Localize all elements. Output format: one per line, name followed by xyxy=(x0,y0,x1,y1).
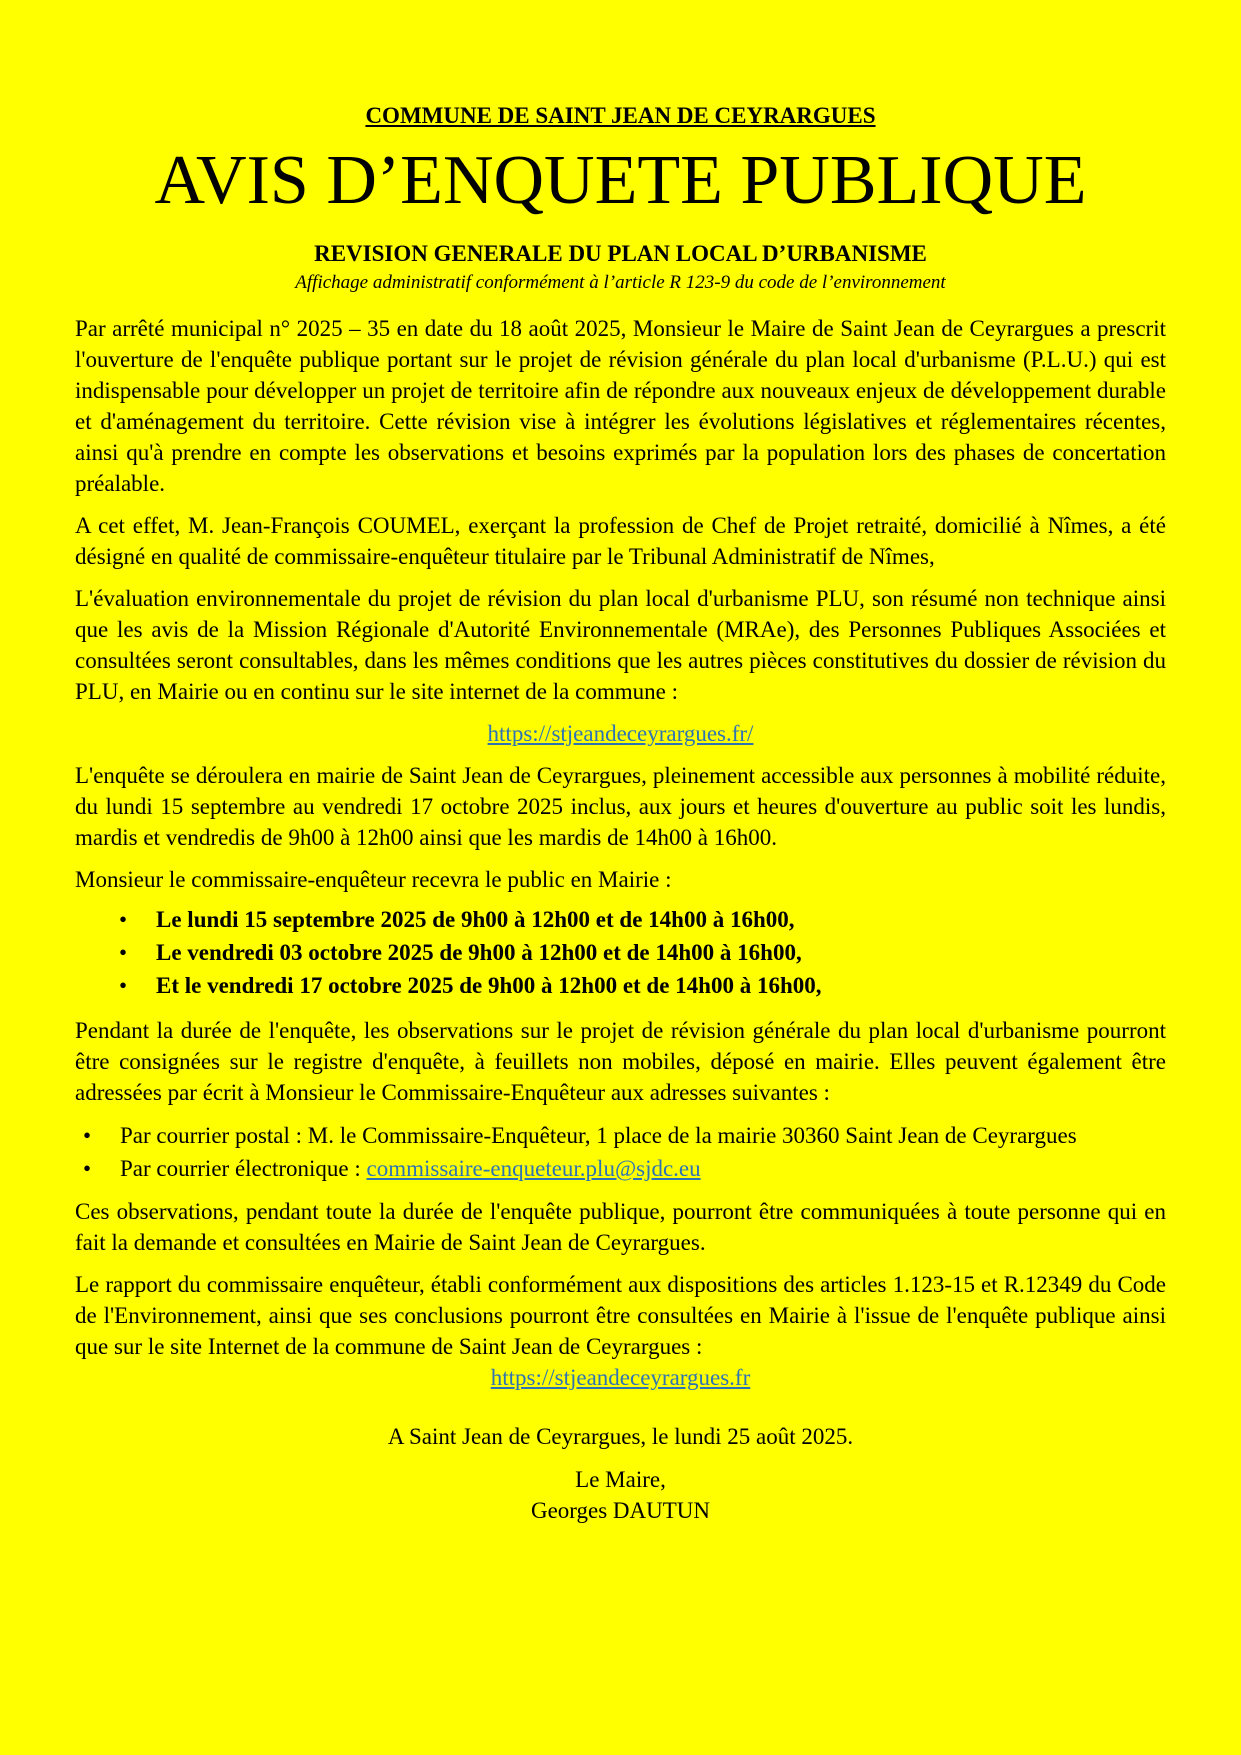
list-item xyxy=(75,969,1166,1002)
website-link-row xyxy=(75,718,1166,749)
list-item xyxy=(75,1152,1166,1185)
bullet-icon: • xyxy=(83,1123,92,1148)
paragraph-arrete: Par arrêté municipal n° 2025 – 35 en date du 18 août 2025, Monsieur le Maire de Saint Jean de Ceyrargues a prescrit l'ouverture de l'enquête publique portant sur le projet de révision générale du plan local d'urbanisme (P.L.U.) qui est indispensable pour développer un projet de territoire afin de répondre aux nouveaux enjeux de développement durable et d'aménagement du territoire. Cette révision vise à intégrer les évolutions législatives et réglementaires récentes, ainsi qu'à prendre en compte les observations et besoins exprimés par la population lors des phases de concertation préalable. xyxy=(75,316,1166,496)
signatory-role: Le Maire, xyxy=(575,1467,666,1492)
email-label: Par courrier électronique : xyxy=(120,1156,367,1181)
postal-address: Par courrier postal : M. le Commissaire-Enquêteur, 1 place de la mairie 30360 Saint Jean de Ceyrargues xyxy=(120,1123,1077,1148)
paragraph-communication: Ces observations, pendant toute la durée de l'enquête publique, pourront être communiquées à toute personne qui en fait la demande et consultées en Mairie de Saint Jean de Ceyrargues. xyxy=(75,1199,1166,1255)
list-item xyxy=(75,1119,1166,1152)
list-item xyxy=(75,936,1166,969)
paragraph-deroulement: L'enquête se déroulera en mairie de Saint Jean de Ceyrargues, pleinement accessible aux personnes à mobilité réduite, du lundi 15 septembre au vendredi 17 octobre 2025 inclus, aux jours et heures d'ouverture au public soit les lundis, mardis et vendredis de 9h00 à 12h00 ainsi que les mardis de 14h00 à 16h00. xyxy=(75,763,1166,850)
bullet-icon: • xyxy=(119,973,128,998)
paragraph-commissaire: A cet effet, M. Jean-François COUMEL, exerçant la profession de Chef de Projet retraité, domicilié à Nîmes, a été désigné en qualité de commissaire-enquêteur titulaire par le Tribunal Administratif de Nîmes, xyxy=(75,513,1166,569)
bullet-icon: • xyxy=(119,940,128,965)
website-link-2[interactable]: https://stjeandeceyrargues.fr xyxy=(490,1365,751,1390)
legal-note: Affichage administratif conformément à l’article R 123-9 du code de l’environnement xyxy=(295,272,946,293)
website-link-row-2 xyxy=(75,1362,1166,1393)
page-title: AVIS D’ENQUETE PUBLIQUE xyxy=(154,142,1087,219)
date-place: A Saint Jean de Ceyrargues, le lundi 25 août 2025. xyxy=(387,1424,854,1449)
paragraph-rapport: Le rapport du commissaire enquêteur, établi conformément aux dispositions des articles 1.123-15 et R.12349 du Code de l'Environnement, ainsi que ses conclusions pourront être consultées en Mairie à l'issue de l'enquête publique ainsi que sur le site Internet de la commune de Saint Jean de Ceyrargues : xyxy=(75,1272,1166,1359)
list-item xyxy=(75,903,1166,936)
permanence-text: Le lundi 15 septembre 2025 de 9h00 à 12h00 et de 14h00 à 16h00, xyxy=(156,907,795,932)
signature-block xyxy=(75,1464,1166,1526)
permanences-list xyxy=(75,903,1166,1002)
paragraph-observations: Pendant la durée de l'enquête, les observations sur le projet de révision générale du plan local d'urbanisme pourront être consignées sur le registre d'enquête, à feuillets non mobiles, déposé en mairie. Elles peuvent également être adressées par écrit à Monsieur le Commissaire-Enquêteur aux adresses suivantes : xyxy=(75,1018,1166,1105)
subtitle: REVISION GENERALE DU PLAN LOCAL D’URBANISME xyxy=(314,241,927,266)
contact-list xyxy=(75,1119,1166,1185)
permanence-text: Et le vendredi 17 octobre 2025 de 9h00 à 12h00 et de 14h00 à 16h00, xyxy=(156,973,822,998)
website-link[interactable]: https://stjeandeceyrargues.fr/ xyxy=(487,721,754,746)
paragraph-permanences-intro: Monsieur le commissaire-enquêteur recevra le public en Mairie : xyxy=(75,867,672,892)
email-link[interactable]: commissaire-enqueteur.plu@sjdc.eu xyxy=(366,1156,701,1181)
paragraph-evaluation: L'évaluation environnementale du projet de révision du plan local d'urbanisme PLU, son résumé non technique ainsi que les avis de la Mission Régionale d'Autorité Environnementale (MRAe), des Personnes Publiques Associées et consultées seront consultables, dans les mêmes conditions que les autres pièces constitutives du dossier de révision du PLU, en Mairie ou en continu sur le site internet de la commune : xyxy=(75,586,1166,704)
bullet-icon: • xyxy=(83,1156,92,1181)
bullet-icon: • xyxy=(119,907,128,932)
signatory-name: Georges DAUTUN xyxy=(530,1498,711,1523)
permanence-text: Le vendredi 03 octobre 2025 de 9h00 à 12h00 et de 14h00 à 16h00, xyxy=(156,940,802,965)
commune-heading: COMMUNE DE SAINT JEAN DE CEYRARGUES xyxy=(365,103,876,128)
